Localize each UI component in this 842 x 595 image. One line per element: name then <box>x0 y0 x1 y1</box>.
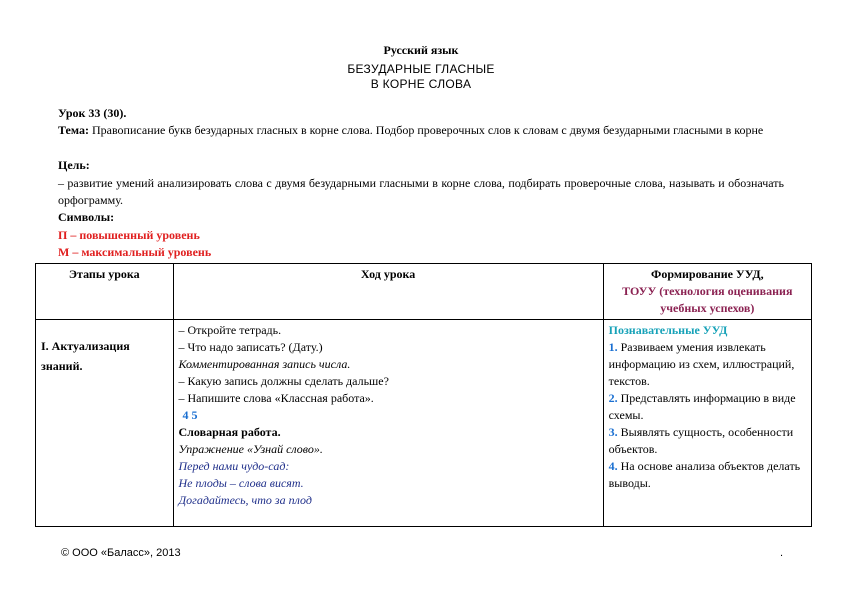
topic-text: Правописание букв безударных гласных в корне слова. Подбор проверочных слов к словам с двумя безударными гласными в корне <box>91 123 764 137</box>
lesson-topic <box>58 122 784 139</box>
footer-page-mark: . <box>780 547 784 559</box>
subject-heading: Русский язык <box>383 43 459 57</box>
course-numbers: 4 5 <box>182 408 198 422</box>
uud-item-number: 4. <box>608 459 618 473</box>
uud-item <box>609 390 806 424</box>
poem-line: Догадайтесь, что за плод <box>178 493 312 507</box>
goal-text: – развитие умений анализировать слова с двумя безударными гласными в корне слова, подбирать проверочные слова, называть и обозначать орфограмму. <box>58 176 784 207</box>
uud-title: Познавательные УУД <box>608 323 728 337</box>
header-uud-line1: Формирование УУД, <box>651 267 764 281</box>
lesson-table <box>35 263 812 527</box>
uud-item-number: 3. <box>608 425 618 439</box>
uud-item-text: Представлять информацию в виде схемы. <box>608 391 796 422</box>
header-course: Ход урока <box>173 264 603 320</box>
poem-line: Перед нами чудо-сад: <box>178 459 290 473</box>
symbol-p: П – повышенный уровень <box>58 228 200 242</box>
course-line: – Какую запись должны сделать дальше? <box>178 374 389 388</box>
uud-item <box>609 339 806 390</box>
symbols-label-text: Символы: <box>58 210 115 224</box>
header-uud-line2: ТОУУ (технология оценивания учебных успехов) <box>622 284 793 315</box>
symbol-m: М – максимальный уровень <box>58 245 212 259</box>
course-line: Комментированная запись числа. <box>178 357 351 371</box>
title-line-1: БЕЗУДАРНЫЕ ГЛАСНЫЕ <box>347 62 495 76</box>
lesson-number-text: Урок 33 (30). <box>58 106 127 120</box>
lesson-number <box>58 105 784 122</box>
poem-line: Не плоды – слова висят. <box>178 476 304 490</box>
uud-item-number: 2. <box>608 391 618 405</box>
uud-cell <box>603 320 811 527</box>
topic-label: Тема: <box>58 123 89 137</box>
course-line: Упражнение «Узнай слово». <box>178 442 323 456</box>
uud-item-number: 1. <box>608 340 618 354</box>
uud-item-text: Развиваем умения извлекать информацию из схем, иллюстраций, текстов. <box>608 340 795 388</box>
uud-item <box>609 424 806 458</box>
stage-cell: I. Актуализация знаний. <box>36 320 174 527</box>
header-uud <box>603 264 811 320</box>
uud-item-text: Выявлять сущность, особенности объектов. <box>608 425 794 456</box>
course-cell <box>173 320 603 527</box>
course-line: – Откройте тетрадь. <box>178 323 282 337</box>
goal-label <box>58 157 784 174</box>
goal-label-text: Цель: <box>58 158 90 172</box>
table-row <box>36 320 812 527</box>
uud-item <box>609 458 806 492</box>
uud-item-text: На основе анализа объектов делать выводы. <box>608 459 801 490</box>
footer-copyright: © ООО «Баласс», 2013 <box>61 547 181 559</box>
course-line: – Что надо записать? (Дату.) <box>178 340 323 354</box>
course-subheading: Словарная работа. <box>178 425 281 439</box>
title-line-2: В КОРНЕ СЛОВА <box>370 77 472 91</box>
header-stages: Этапы урока <box>36 264 174 320</box>
course-line: – Напишите слова «Классная работа». <box>178 391 374 405</box>
table-header-row <box>36 264 812 320</box>
symbols-label <box>58 209 784 226</box>
